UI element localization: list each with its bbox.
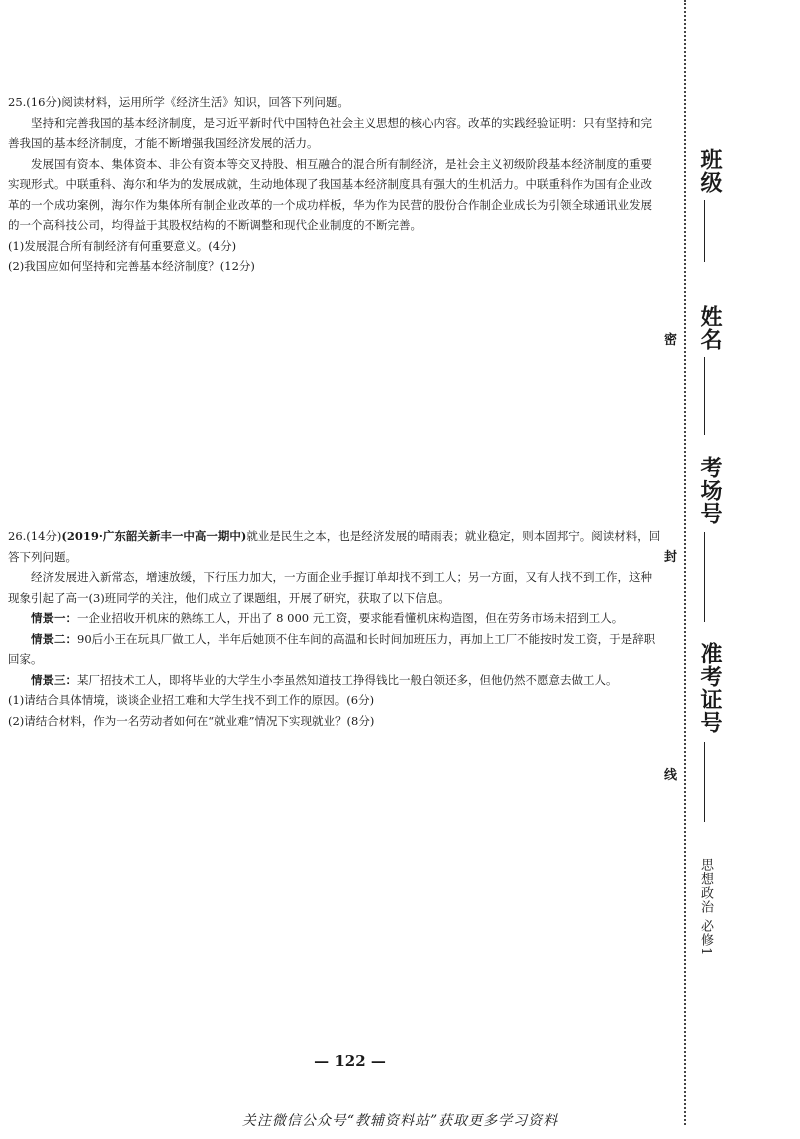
- question-25-sub-2: (2)我国应如何坚持和完善基本经济制度？(12分): [8, 259, 255, 273]
- field-exam-room-blank[interactable]: [704, 532, 705, 622]
- field-name-label: 姓名: [697, 305, 722, 351]
- question-25: [8, 92, 663, 277]
- scenario-1-text: 一企业招收开机床的熟练工人，开出了 8 000 元工资，要求能看懂机床构造图，但在劳务市场未招到工人。: [77, 611, 624, 625]
- scenario-2: [8, 629, 663, 670]
- question-26-intro: 经济发展进入新常态，增速放缓，下行压力加大，一方面企业手握订单却找不到工人；另一方面，又有人找不到工作，这种现象引起了高一(3)班同学的关注，他们成立了课题组，开展了研究，获取了以下信息。: [8, 570, 652, 605]
- question-26-source: (2019·广东韶关新丰一中高一期中): [61, 529, 247, 543]
- seal-char-mi: 密: [664, 333, 678, 348]
- seal-char-feng: 封: [664, 550, 678, 565]
- footer-notice: 关注微信公众号“教辅资料站”获取更多学习资料: [241, 1113, 559, 1129]
- question-25-title: 25.(16分)阅读材料，运用所学《经济生活》知识，回答下列问题。: [8, 95, 349, 109]
- scenario-1: [8, 608, 663, 629]
- scenario-3-label: 情景三：: [31, 672, 77, 687]
- question-26-title-text: 就业是民生之本，也是经济发展的晴雨表；就业稳定，则本固邦宁。阅读材料，回答下列问题。: [8, 529, 661, 564]
- question-26-sub-2: (2)请结合材料，作为一名劳动者如何在“就业难”情况下实现就业？(8分): [8, 713, 375, 728]
- field-ticket-number-label: 准考证号: [697, 642, 722, 734]
- question-25-paragraph-1: 坚持和完善我国的基本经济制度，是习近平新时代中国特色社会主义思想的核心内容。改革的实践经验证明：只有坚持和完善我国的基本经济制度，才能不断增强我国经济发展的活力。: [8, 115, 652, 150]
- field-ticket-number-blank[interactable]: [704, 742, 705, 822]
- question-26-title: [8, 526, 663, 567]
- field-exam-room-label: 考场号: [697, 456, 722, 525]
- field-class-label: 班级: [697, 148, 722, 194]
- field-class-blank[interactable]: [704, 200, 705, 262]
- question-26-number: 26.(14分): [8, 529, 62, 543]
- scenario-1-label: 情景一：: [31, 611, 77, 625]
- question-26-sub-1: (1)请结合具体情境，谈谈企业招工难和大学生找不到工作的原因。(6分): [8, 693, 375, 707]
- question-26: [8, 526, 663, 731]
- binding-dotted-line: [684, 0, 686, 1125]
- field-name-blank[interactable]: [704, 357, 705, 435]
- scenario-2-label: 情景二：: [31, 631, 77, 646]
- seal-char-xian: 线: [664, 768, 678, 783]
- question-25-paragraph-2: 发展国有资本、集体资本、非公有资本等交叉持股、相互融合的混合所有制经济，是社会主义初级阶段基本经济制度的重要实现形式。中联重科、海尔和华为的发展成就，生动地体现了我国基本经济制度具有强大的生机活力。中联重科作为国有企业改革的一个成功案例，海尔作为集体所有制企业改革的一个成功样板，华为作为民营的股份合作制企业成长为引领全球通讯业发展的一个高科技公司，均得益于其股权结构的不断调整和现代企业制度的不断完善。: [8, 156, 652, 232]
- question-25-sub-1: (1)发展混合所有制经济有何重要意义。(4分): [8, 238, 237, 253]
- scenario-2-text: 90后小王在玩具厂做工人，半年后她顶不住车间的高温和长时间加班压力，再加上工厂不能按时发工资，于是辞职回家。: [8, 631, 656, 666]
- scenario-3-text: 某厂招技术工人，即将毕业的大学生小李虽然知道技工挣得钱比一般白领还多，但他仍然不愿意去做工人。: [77, 672, 618, 687]
- page-number: — 122 —: [314, 1052, 386, 1070]
- subject-label: 思想政治 必修1: [698, 858, 713, 957]
- scenario-3: [8, 670, 663, 691]
